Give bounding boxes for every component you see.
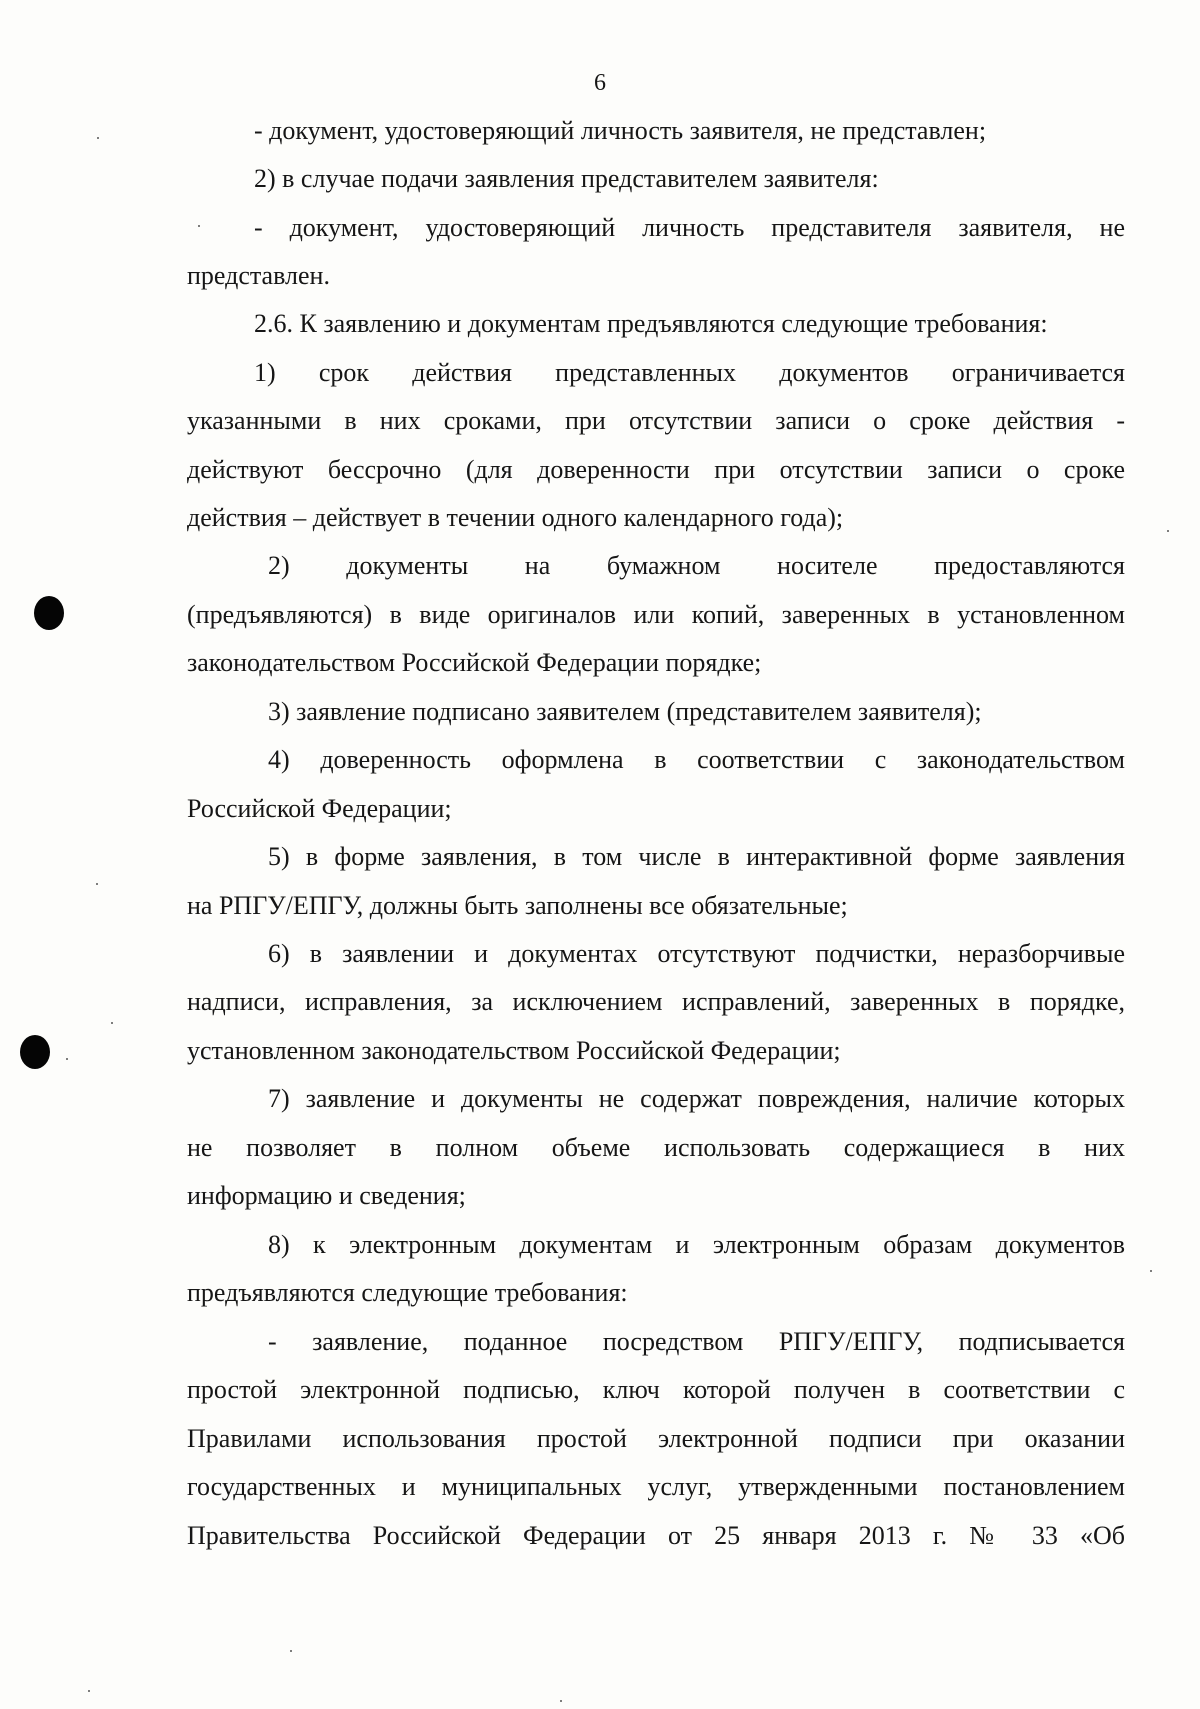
text-line: 7) заявление и документы не содержат повреждения, наличие которых bbox=[268, 1084, 1125, 1113]
text-line: законодательством Российской Федерации порядке; bbox=[187, 648, 762, 677]
text-line: 8) к электронным документам и электронным образам документов bbox=[268, 1230, 1125, 1259]
scan-speck bbox=[88, 1690, 90, 1692]
text-line: действия – действует в течении одного календарного года); bbox=[187, 503, 844, 532]
text-line: 2) в случае подачи заявления представителем заявителя: bbox=[254, 164, 879, 193]
scan-speck bbox=[97, 137, 99, 139]
text-line: 2) документы на бумажном носителе предоставляются bbox=[268, 551, 1125, 580]
text-line: установленном законодательством Российской Федерации; bbox=[187, 1036, 841, 1065]
text-line: информацию и сведения; bbox=[187, 1181, 466, 1210]
text-line: действуют бессрочно (для доверенности при отсутствии записи о сроке bbox=[187, 455, 1125, 484]
text-line: 6) в заявлении и документах отсутствуют подчистки, неразборчивые bbox=[268, 939, 1125, 968]
scan-speck bbox=[290, 1650, 292, 1652]
text-line: 5) в форме заявления, в том числе в интерактивной форме заявления bbox=[268, 842, 1125, 871]
text-line: - документ, удостоверяющий личность заявителя, не представлен; bbox=[254, 116, 987, 145]
text-line: 2.6. К заявлению и документам предъявляются следующие требования: bbox=[254, 309, 1048, 338]
text-line: государственных и муниципальных услуг, утвержденными постановлением bbox=[187, 1472, 1125, 1501]
text-line: Правительства Российской Федерации от 25 января 2013 г. № 33 «Об bbox=[187, 1521, 1125, 1550]
text-line: простой электронной подписью, ключ которой получен в соответствии с bbox=[187, 1375, 1125, 1404]
scan-speck bbox=[96, 883, 98, 885]
text-line: (предъявляются) в виде оригиналов или копий, заверенных в установленном bbox=[187, 600, 1125, 629]
text-line: - заявление, поданное посредством РПГУ/ЕПГУ, подписывается bbox=[268, 1327, 1125, 1356]
scan-speck bbox=[1150, 1270, 1152, 1272]
text-line: - документ, удостоверяющий личность представителя заявителя, не bbox=[254, 213, 1125, 242]
text-line: предъявляются следующие требования: bbox=[187, 1278, 628, 1307]
text-line: на РПГУ/ЕПГУ, должны быть заполнены все обязательные; bbox=[187, 891, 848, 920]
page-number: 6 bbox=[594, 70, 606, 96]
scan-speck bbox=[66, 1058, 68, 1060]
text-line: Российской Федерации; bbox=[187, 794, 452, 823]
text-line: указанными в них сроками, при отсутствии записи о сроке действия - bbox=[187, 406, 1125, 435]
scan-speck bbox=[1167, 530, 1169, 532]
scan-speck bbox=[560, 1700, 562, 1702]
text-line: надписи, исправления, за исключением исправлений, заверенных в порядке, bbox=[187, 987, 1125, 1016]
text-line: 1) срок действия представленных документов ограничивается bbox=[254, 358, 1125, 387]
punch-hole-mark bbox=[34, 596, 64, 630]
punch-hole-mark bbox=[20, 1035, 50, 1069]
text-line: 3) заявление подписано заявителем (представителем заявителя); bbox=[268, 697, 982, 726]
text-line: не позволяет в полном объеме использовать содержащиеся в них bbox=[187, 1133, 1125, 1162]
scan-speck bbox=[198, 225, 200, 227]
scan-speck bbox=[111, 1022, 113, 1024]
text-line: Правилами использования простой электронной подписи при оказании bbox=[187, 1424, 1125, 1453]
text-line: представлен. bbox=[187, 261, 330, 290]
text-line: 4) доверенность оформлена в соответствии с законодательством bbox=[268, 745, 1125, 774]
